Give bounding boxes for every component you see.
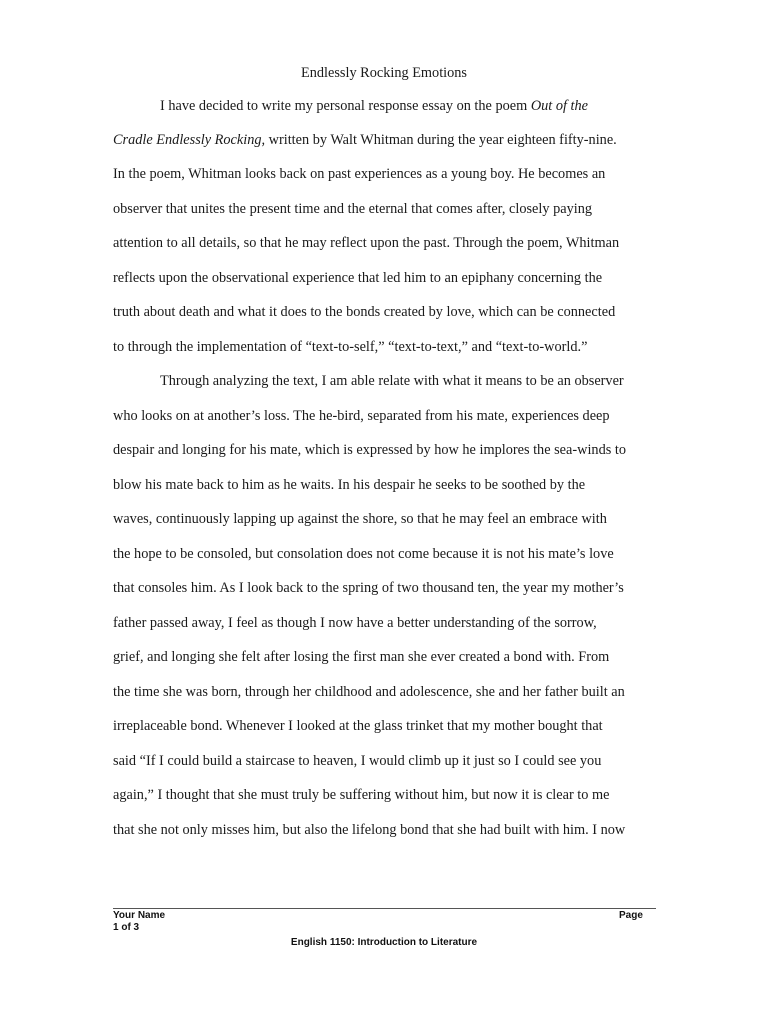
text-line: observer that unites the present time and the eternal that comes after, closely paying [113, 201, 592, 217]
text-line: despair and longing for his mate, which is expressed by how he implores the sea-winds to [113, 442, 626, 458]
text-line: to through the implementation of “text-to-self,” “text-to-text,” and “text-to-world.” [113, 339, 588, 355]
footer-page-label: Page [619, 910, 643, 921]
text-line: blow his mate back to him as he waits. In his despair he seeks to be soothed by the [113, 477, 586, 493]
text-line: father passed away, I feel as though I now have a better understanding of the sorrow, [113, 615, 597, 631]
text-line: irreplaceable bond. Whenever I looked at the glass trinket that my mother bought that [113, 718, 603, 734]
text-line: the time she was born, through her childhood and adolescence, she and her father built an [113, 684, 625, 700]
text-line: I have decided to write my personal response essay on the poem Out of the [160, 98, 588, 114]
text-line: In the poem, Whitman looks back on past experiences as a young boy. He becomes an [113, 166, 606, 182]
text-line: grief, and longing she felt after losing the first man she ever created a bond with. From [113, 649, 610, 665]
text-line: Through analyzing the text, I am able relate with what it means to be an observer [160, 373, 624, 389]
footer-author-name: Your Name [113, 910, 166, 921]
text-line: the hope to be consoled, but consolation does not come because it is not his mate’s love [113, 546, 614, 562]
text-line: that consoles him. As I look back to the spring of two thousand ten, the year my mother’s [113, 580, 624, 596]
footer-divider [113, 908, 656, 909]
text-line: reflects upon the observational experience that led him to an epiphany concerning the [113, 270, 603, 286]
text-line: truth about death and what it does to the bonds created by love, which can be connected [113, 304, 616, 320]
text-line: that she not only misses him, but also the lifelong bond that she had built with him. I now [113, 822, 626, 838]
footer-course-title: English 1150: Introduction to Literature [290, 937, 478, 948]
text-line: Cradle Endlessly Rocking, written by Walt Whitman during the year eighteen fifty-nine. [113, 132, 617, 148]
text-line: who looks on at another’s loss. The he-bird, separated from his mate, experiences deep [113, 408, 610, 424]
text-line: waves, continuously lapping up against the shore, so that he may feel an embrace with [113, 511, 607, 527]
text-line: again,” I thought that she must truly be suffering without him, but now it is clear to me [113, 787, 610, 803]
text-line: attention to all details, so that he may reflect upon the past. Through the poem, Whitman [113, 235, 620, 251]
footer-page-number: 1 of 3 [113, 922, 140, 933]
text-line: said “If I could build a staircase to heaven, I would climb up it just so I could see you [113, 753, 602, 769]
essay-title: Endlessly Rocking Emotions [301, 65, 467, 81]
